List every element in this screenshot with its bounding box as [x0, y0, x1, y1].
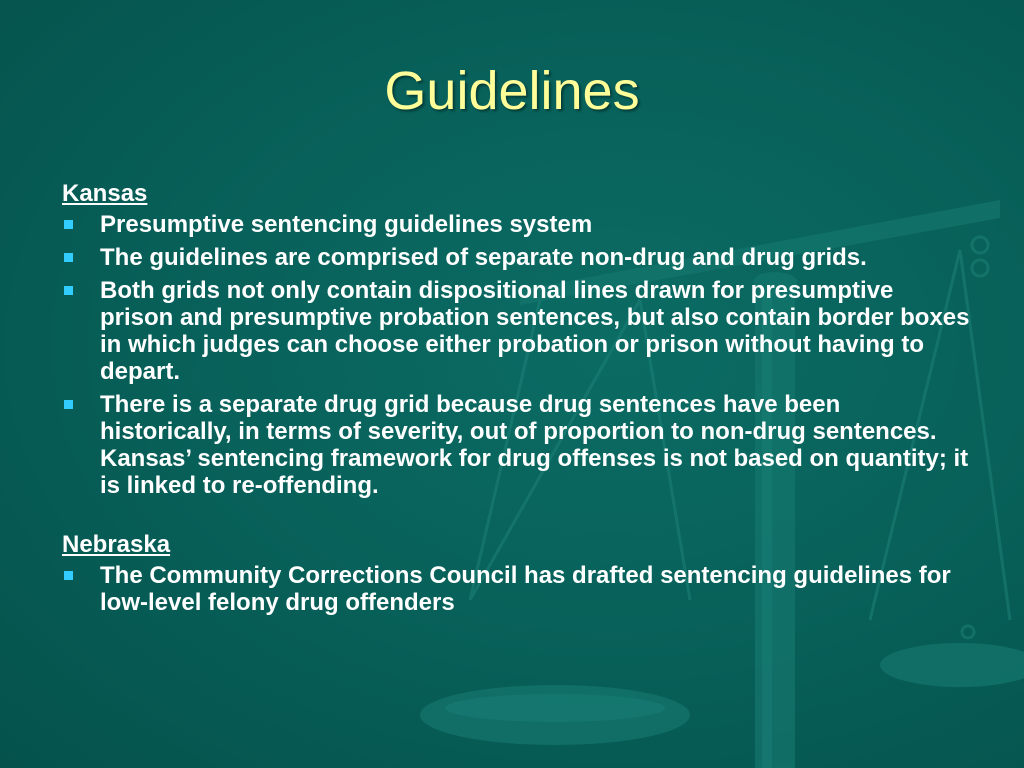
- slide-title: Guidelines: [384, 61, 640, 121]
- square-bullet-icon: [64, 253, 73, 262]
- square-bullet-icon: [64, 286, 73, 295]
- bullet-text: Both grids not only contain dispositional lines drawn for presumptive prison and presumptive probation sentences, but also contain border boxes in which judges can choose either probation or prison without having to depart.: [100, 277, 970, 385]
- section-heading-kansas: Kansas: [62, 180, 148, 207]
- square-bullet-icon: [64, 220, 73, 229]
- list-item: [62, 211, 972, 238]
- bullet-text: There is a separate drug grid because drug sentences have been historically, in terms of severity, out of proportion to non-drug sentences. Kansas’ sentencing framework for drug offenses is not based on quantity; it is linked to re-offending.: [100, 391, 969, 499]
- list-item: [62, 244, 972, 271]
- list-item: [62, 391, 972, 499]
- section-heading-nebraska: Nebraska: [62, 531, 171, 558]
- slide-content: [62, 180, 972, 622]
- kansas-bullet-list: [62, 211, 972, 499]
- nebraska-bullet-list: [62, 562, 972, 616]
- list-item: [62, 277, 972, 385]
- bullet-text: The Community Corrections Council has drafted sentencing guidelines for low-level felony drug offenders: [100, 562, 951, 616]
- bullet-text: Presumptive sentencing guidelines system: [100, 211, 593, 238]
- bullet-text: The guidelines are comprised of separate non-drug and drug grids.: [100, 244, 867, 271]
- square-bullet-icon: [64, 400, 73, 409]
- square-bullet-icon: [64, 571, 73, 580]
- list-item: [62, 562, 972, 616]
